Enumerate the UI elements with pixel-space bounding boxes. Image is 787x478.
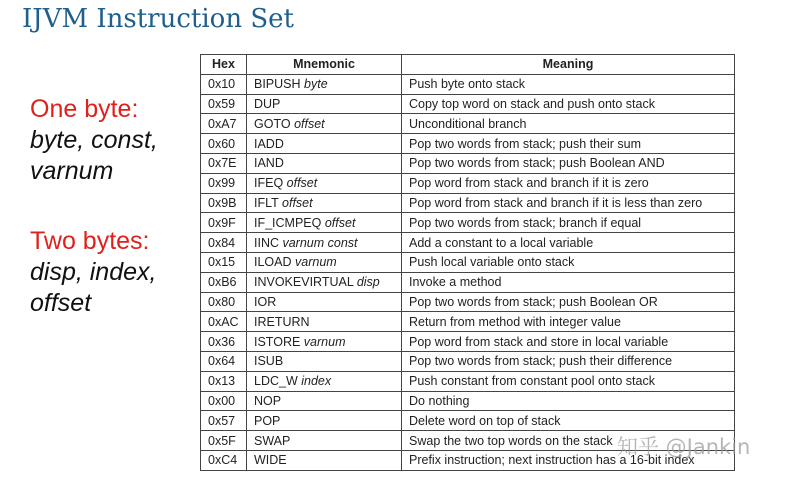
table-row [201,94,735,114]
operand: varnum [303,334,346,349]
table-row [201,233,735,253]
opcode: ISUB [254,354,284,369]
mnemonic-cell [247,450,402,470]
operand: offset [294,116,325,131]
opcode: IF_ICMPEQ [254,215,322,230]
two-bytes-item: disp, index, [30,258,157,286]
table-row [201,153,735,173]
mnemonic-cell [247,371,402,391]
meaning-cell: Pop two words from stack; push Boolean AND [402,153,735,173]
opcode: SWAP [254,433,291,448]
hex-cell: 0x57 [201,411,247,431]
operand: offset [286,176,318,191]
header-mnemonic: Mnemonic [247,55,402,75]
one-byte-label: One byte: [30,95,139,123]
table-row [201,252,735,272]
one-byte-item: varnum [30,157,114,185]
hex-cell: 0x59 [201,94,247,114]
opcode: ILOAD [254,255,292,270]
mnemonic-cell [247,193,402,213]
meaning-cell: Push byte onto stack [402,74,735,94]
two-bytes-item: offset [30,289,92,317]
hex-cell: 0x00 [201,391,247,411]
table-row [201,391,735,411]
opcode: NOP [254,393,282,408]
table-row [201,292,735,312]
header-hex: Hex [201,55,247,75]
meaning-cell: Prefix instruction; next instruction has a 16-bit index [402,450,735,470]
meaning-cell: Pop word from stack and store in local variable [402,332,735,352]
hex-cell: 0x15 [201,252,247,272]
table-row [201,74,735,94]
operand: varnum [295,255,337,270]
mnemonic-cell [247,213,402,233]
mnemonic-cell [247,272,402,292]
one-byte-note [30,94,158,187]
hex-cell: 0x64 [201,351,247,371]
opcode: ISTORE [254,334,301,349]
meaning-cell: Push constant from constant pool onto stack [402,371,735,391]
operand: offset [324,215,356,230]
opcode: LDC_W [254,374,298,389]
slide-title: IJVM Instruction Set [22,4,294,34]
hex-cell: 0x36 [201,332,247,352]
instruction-table [200,54,735,471]
meaning-cell: Pop word from stack and branch if it is less than zero [402,193,735,213]
watermark: 知乎 @Jankin [617,435,751,459]
table-row [201,272,735,292]
meaning-cell: Swap the two top words on the stack [402,431,735,451]
hex-cell: 0x60 [201,134,247,154]
opcode: GOTO [254,116,291,131]
mnemonic-cell [247,351,402,371]
mnemonic-cell [247,173,402,193]
opcode: IOR [254,294,277,309]
table-row [201,173,735,193]
mnemonic-cell [247,312,402,332]
hex-cell: 0x84 [201,233,247,253]
opcode: IADD [254,136,284,151]
table-row [201,371,735,391]
mnemonic-cell [247,391,402,411]
table-row [201,411,735,431]
opcode: IFEQ [254,176,284,191]
mnemonic-cell [247,252,402,272]
hex-cell: 0x5F [201,431,247,451]
two-bytes-label: Two bytes: [30,227,150,255]
opcode: IRETURN [254,314,310,329]
meaning-cell: Push local variable onto stack [402,252,735,272]
opcode: BIPUSH [254,77,301,92]
meaning-cell: Add a constant to a local variable [402,233,735,253]
meaning-cell: Pop word from stack and branch if it is zero [402,173,735,193]
meaning-cell: Do nothing [402,391,735,411]
operand: byte [304,77,328,92]
meaning-cell: Pop two words from stack; push Boolean OR [402,292,735,312]
meaning-cell: Unconditional branch [402,114,735,134]
table-row [201,134,735,154]
hex-cell: 0x80 [201,292,247,312]
opcode: IAND [254,156,284,171]
mnemonic-cell [247,74,402,94]
meaning-cell: Delete word on top of stack [402,411,735,431]
mnemonic-cell [247,411,402,431]
operand: offset [282,195,313,210]
table-row [201,351,735,371]
operand: disp [356,275,380,290]
meaning-cell: Copy top word on stack and push onto stack [402,94,735,114]
meaning-cell: Pop two words from stack; push their sum [402,134,735,154]
two-bytes-note [30,226,156,319]
hex-cell: 0xAC [201,312,247,332]
hex-cell: 0x7E [201,153,247,173]
hex-cell: 0xC4 [201,450,247,470]
meaning-cell: Pop two words from stack; branch if equal [402,213,735,233]
opcode: IFLT [254,195,279,210]
hex-cell: 0x9B [201,193,247,213]
hex-cell: 0xA7 [201,114,247,134]
opcode: DUP [254,96,281,111]
hex-cell: 0x10 [201,74,247,94]
mnemonic-cell [247,134,402,154]
table-row [201,332,735,352]
opcode: INVOKEVIRTUAL [254,275,354,290]
mnemonic-cell [247,431,402,451]
mnemonic-cell [247,233,402,253]
opcode: POP [254,413,281,428]
hex-cell: 0xB6 [201,272,247,292]
meaning-cell: Return from method with integer value [402,312,735,332]
opcode: WIDE [254,453,287,468]
mnemonic-cell [247,94,402,114]
table-row [201,312,735,332]
mnemonic-cell [247,153,402,173]
meaning-cell: Invoke a method [402,272,735,292]
mnemonic-cell [247,332,402,352]
header-meaning: Meaning [402,55,735,75]
one-byte-item: byte, const, [30,126,158,154]
opcode: IINC [254,235,279,250]
mnemonic-cell [247,292,402,312]
hex-cell: 0x99 [201,173,247,193]
operand: index [301,374,332,389]
hex-cell: 0x9F [201,213,247,233]
mnemonic-cell [247,114,402,134]
table-row [201,213,735,233]
table-row [201,114,735,134]
operand: varnum const [282,235,358,250]
table-row [201,193,735,213]
hex-cell: 0x13 [201,371,247,391]
meaning-cell: Pop two words from stack; push their difference [402,351,735,371]
